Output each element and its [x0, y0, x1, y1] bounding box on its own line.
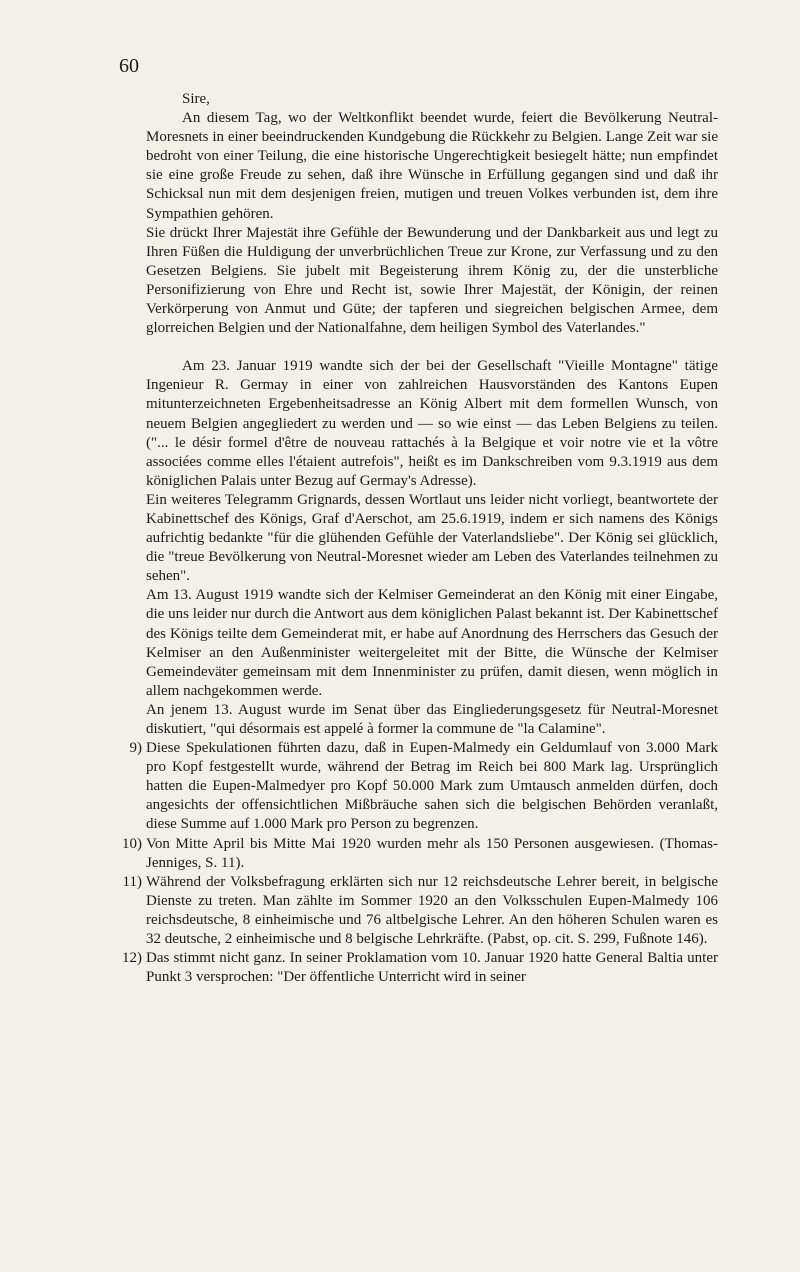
paragraph: Sie drückt Ihrer Majestät ihre Gefühle der Bewunderung und der Dankbarkeit aus und legt zu Ihren Füßen die Huldigung der unverbrüchlichen Treue zur Krone, zur Verfassung und zu den Gesetzen Belgiens. Sie jubelt mit Begeisterung ihrem König zu, der die unsterbliche Personifizierung von Ehre und Recht ist, sowie Ihrer Majestät, der Königin, der reinen Verkörperung von Anmut und Güte; der tapferen und siegreichen belgischen Armee, dem glorreichen Belgien und der Nationalfahne, dem heiligen Symbol des Vaterlandes.": [146, 224, 718, 337]
footnote-number: 9): [129, 740, 142, 757]
salutation: Sire,: [182, 91, 210, 107]
page-number: 60: [119, 55, 139, 77]
paragraph: Ein weiteres Telegramm Grignards, dessen Wortlaut uns leider nicht vorliegt, beantwortete der Kabinettschef des Königs, Graf d'Aerschot, am 25.6.1919, indem er sich namens des Königs aufrichtig bedankte "für die glühenden Gefühle der Vaterlandsliebe". Der König sei glücklich, die "treue Bevölkerung von Neutral-Moresnet wieder am Leben des Vaterlandes teilnehmen zu sehen".: [146, 491, 718, 585]
footnote-text: Während der Volksbefragung erklärten sich nur 12 reichsdeutsche Lehrer bereit, in belgische Dienste zu treten. Man zählte im Sommer 1920 an den Volksschulen Eupen-Malmedy 106 reichsdeutsche, 8 einheimische und 76 altbelgische Lehrer. An den höheren Schulen waren es 32 deutsche, 2 einheimische und 8 belgische Lehrkräfte. (Pabst, op. cit. S. 299, Fußnote 146).: [146, 873, 718, 948]
paragraph: An diesem Tag, wo der Weltkonflikt beendet wurde, feiert die Bevölkerung Neutral-Moresnets in einer beeindruckenden Kundgebung die Rückkehr zu Belgien. Lange Zeit war sie bedroht von einer Teilung, die eine historische Ungerechtigkeit besiegelt hätte; nun empfindet sie eine große Freude zu sehen, daß ihre Wünsche in Erfüllung gegangen sind und daß ihr Schicksal nun mit dem desjenigen freien, mutigen und treuen Volkes verbunden ist, dem ihre Sympathien gehören.: [146, 110, 718, 222]
footnote-number: 10): [122, 835, 142, 852]
footnote-text: Von Mitte April bis Mitte Mai 1920 wurden mehr als 150 Personen ausgewiesen. (Thomas-Jenniges, S. 11).: [146, 835, 718, 871]
footnote-text: Das stimmt nicht ganz. In seiner Proklamation vom 10. Januar 1920 hatte General Baltia unter Punkt 3 versprochen: "Der öffentliche Unterricht wird in seiner: [146, 950, 718, 986]
footnote-number: 11): [122, 873, 142, 890]
page-body: [122, 90, 718, 987]
footnote: [122, 949, 718, 987]
footnotes: [122, 739, 718, 987]
paragraph: Am 13. August 1919 wandte sich der Kelmiser Gemeinderat an den König mit einer Eingabe, die uns leider nur durch die Antwort aus dem königlichen Palast bekannt ist. Der Kabinettschef des Königs teilte dem Gemeinderat mit, er habe auf Anordnung des Herrschers das Gesuch der Kelmiser an den Außenminister weitergeleitet mit der Bitte, die Wünsche der Kelmiser Gemeindeväter gemeinsam mit dem Innenminister zu prüfen, damit diesen, wenn möglich in allem nachgekommen werde.: [146, 587, 718, 699]
paragraph: An jenem 13. August wurde im Senat über das Eingliederungsgesetz für Neutral-Moresnet diskutiert, "qui désormais est appelé à former la commune de "la Calamine".: [146, 701, 718, 737]
paragraph: Am 23. Januar 1919 wandte sich der bei der Gesellschaft "Vieille Montagne" tätige Ingenieur R. Germay in einer von zahlreichen Hausvorständen des Kantons Eupen mitunterzeichneten Ergebenheitsadresse an König Albert mit dem formellen Wunsch, von neuem Belgien angegliedert zu werden und — so wie einst — das Leben Belgiens zu teilen. ("... le désir formel d'être de nouveau rattachés à la Belgique et voir notre vie et la vôtre associées comme elles l'étaient autrefois", heißt es im Dankschreiben vom 9.3.1919 aus dem königlichen Palais unter Bezug auf Germay's Adresse).: [146, 358, 718, 489]
footnote: [122, 873, 718, 949]
footnote: [129, 739, 718, 834]
footnote-text: Diese Spekulationen führten dazu, daß in Eupen-Malmedy ein Geldumlauf von 3.000 Mark pro Kopf festgestellt wurde, während der Betrag im Reich bei 800 Mark lag. Ursprünglich hatten die Eupen-Malmedyer pro Kopf 50.000 Mark zum Umtausch anmelden dürfen, doch angesichts der offensichtlichen Mißbräuche sahen sich die belgischen Behörden veranlaßt, diese Summe auf 1.000 Mark pro Person zu begrenzen.: [146, 740, 718, 833]
footnote-number: 12): [122, 950, 142, 967]
footnote: [122, 835, 718, 873]
